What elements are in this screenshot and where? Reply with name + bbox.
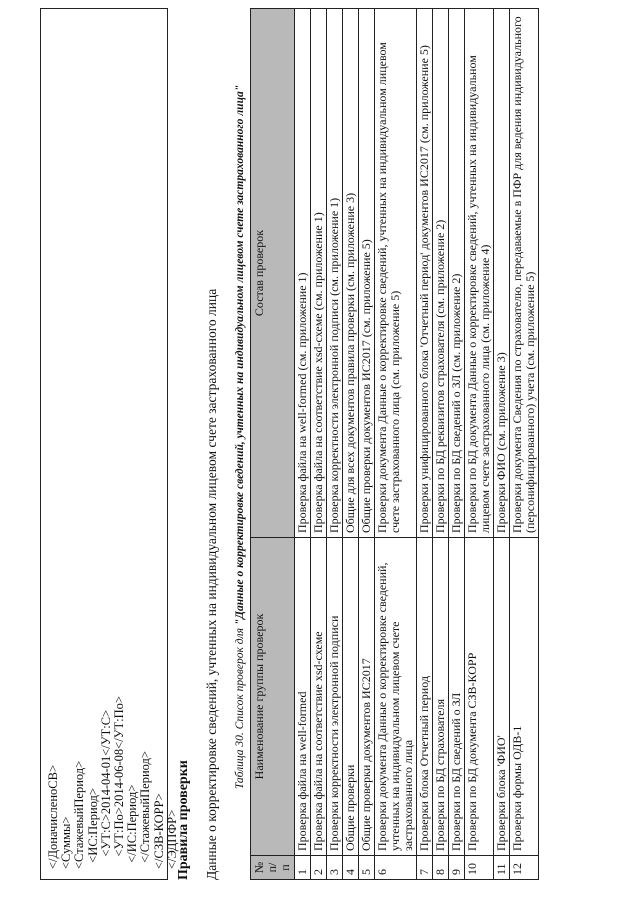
header-num: № п/п <box>251 856 295 880</box>
section-title: Правила проверки <box>176 760 191 880</box>
row-num: 10 <box>465 856 494 880</box>
xml-line: <УТ:С>2014-04-01</УТ:С> <box>98 709 113 869</box>
row-num: 3 <box>327 856 343 880</box>
row-group: Проверки формы ОДВ-1 <box>510 538 539 856</box>
row-num: 5 <box>359 856 375 880</box>
xml-line: <Суммы> <box>59 816 74 869</box>
row-num: 4 <box>343 856 359 880</box>
caption-prefix: Таблица 30. Список проверок для <box>234 625 246 790</box>
row-checks: Проверки документа Сведения по страхователю, передаваемые в ПФР для ведения индивидуального (персонифицированного) учета (см. приложение 5) <box>510 9 539 538</box>
row-group: Проверка файла на соответствие xsd-схеме <box>311 538 327 856</box>
header-group: Наименование группы проверок <box>251 538 295 856</box>
row-checks: Проверки ФИО (см. приложение 3) <box>494 9 510 538</box>
xml-line: <СтажевыйПериод> <box>72 760 87 869</box>
row-num: 2 <box>311 856 327 880</box>
xml-line: </ЭДПФР> <box>164 809 179 869</box>
row-group: Проверки блока 'ФИО' <box>494 538 510 856</box>
row-num: 9 <box>449 856 465 880</box>
row-checks: Проверки по БД сведений о ЗЛ (см. приложение 2) <box>449 9 465 538</box>
xml-line: </ИС:Период> <box>125 784 140 869</box>
table-row <box>510 9 539 880</box>
table-row <box>327 9 343 880</box>
row-num: 7 <box>417 856 433 880</box>
row-num: 6 <box>375 856 417 880</box>
xml-line: </ДоначисленоСВ> <box>46 764 60 869</box>
row-num: 11 <box>494 856 510 880</box>
row-group: Проверки документа Данные о корректировке сведений, учтенных на индивидуальном лицевом счете застрахованного лица <box>375 538 417 856</box>
row-num: 8 <box>433 856 449 880</box>
row-num: 1 <box>295 856 311 880</box>
xml-line: </СтажевыйПериод> <box>138 751 153 869</box>
xml-line: </СЗВ-КОРР> <box>151 793 166 869</box>
row-checks: Проверка файла на соответствие xsd-схеме (см. приложение 1) <box>311 9 327 538</box>
row-group: Проверка файла на well-formed <box>295 538 311 856</box>
table-row <box>359 9 375 880</box>
table-caption <box>234 8 246 866</box>
row-checks: Проверки по БД документа Данные о корректировке сведений, учтенных на индивидуальном лицевом счете застрахованного лица (см. приложение 4) <box>465 9 494 538</box>
table-row <box>417 9 433 880</box>
rotated-content <box>40 0 600 880</box>
table-row <box>343 9 359 880</box>
row-group: Проверки по БД страхователя <box>433 538 449 856</box>
table-row <box>295 9 311 880</box>
row-group: Проверки по БД сведений о ЗЛ <box>449 538 465 856</box>
row-group: Общие проверки документов ИС2017 <box>359 538 375 856</box>
header-checks: Состав проверок <box>251 9 295 538</box>
table-row <box>375 9 417 880</box>
row-checks: Проверка корректности электронной подписи (см. приложение 1) <box>327 9 343 538</box>
table-row <box>465 9 494 880</box>
row-checks: Проверки по БД реквизитов страхователя (см. приложение 2) <box>433 9 449 538</box>
table-row <box>311 9 327 880</box>
row-checks: Общие для всех документов правила проверки (см. приложение 3) <box>343 9 359 538</box>
table-row <box>449 9 465 880</box>
table-row <box>494 9 510 880</box>
row-group: Проверки по БД документа СЗВ-КОРР <box>465 538 494 856</box>
row-group: Проверки блока Отчетный период <box>417 538 433 856</box>
row-group: Проверки корректности электронной подписи <box>327 538 343 856</box>
row-checks: Проверка файла на well-formed (см. приложение 1) <box>295 9 311 538</box>
row-num: 12 <box>510 856 539 880</box>
xml-line: <УТ:По>2014-06-08</УТ:По> <box>112 696 127 869</box>
row-checks: Проверки документа Данные о корректировке сведений, учтенных на индивидуальном лицевом счете застрахованного лица (см. приложение 5) <box>375 9 417 538</box>
row-group: Общие проверки <box>343 538 359 856</box>
xml-line: <ИС:Период> <box>85 788 100 869</box>
checks-table <box>250 8 539 880</box>
table-header-row <box>251 9 295 880</box>
caption-document-name: "Данные о корректировке сведений, учтенных на индивидуальном лицевом счете застрахованного лица" <box>234 84 246 626</box>
table-row <box>433 9 449 880</box>
row-checks: Проверки унифицированного блока 'Отчетный период' документов ИС2017 (см. приложение 5) <box>417 9 433 538</box>
row-checks: Общие проверки документов ИС2017 (см. приложение 5) <box>359 9 375 538</box>
xml-example-box <box>40 8 179 880</box>
section-description: Данные о корректировке сведений, учтенных на индивидуальном лицевом счете застрахованного лица <box>204 288 219 880</box>
